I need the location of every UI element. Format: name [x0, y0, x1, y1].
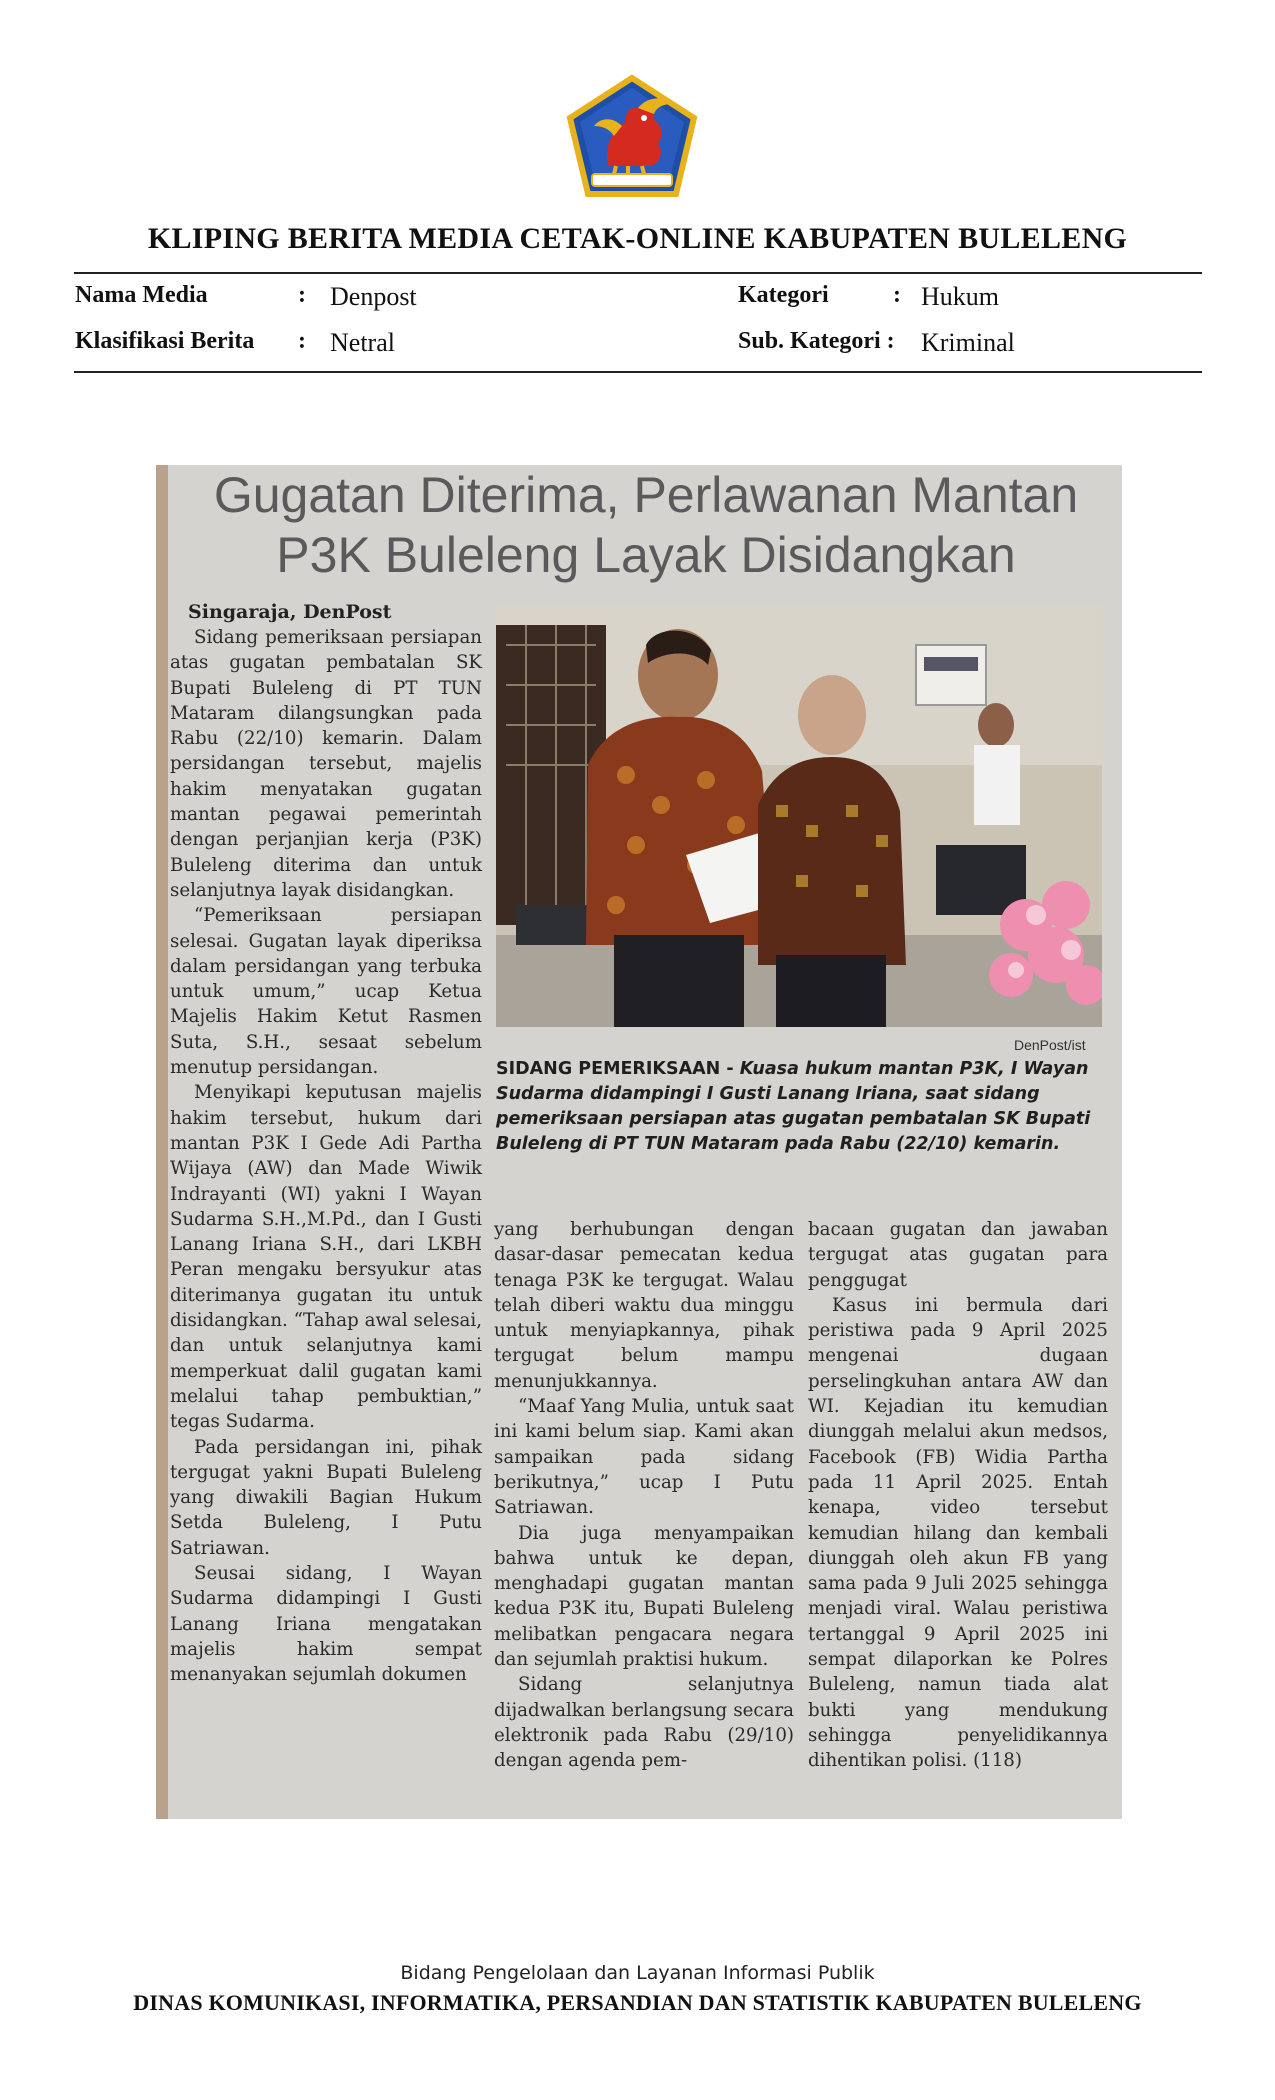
clipping-edge	[156, 465, 168, 1819]
dateline: Singaraja, DenPost	[188, 601, 392, 623]
col1-paragraph: “Pemeriksaan persiapan selesai. Gugatan layak diperiksa dalam persidangan yang terbuka untuk umum,” ucap Ketua Majelis Hakim Ketut Rasmen Suta, S.H., sesaat sebelum menutup persidangan.	[170, 905, 482, 1079]
col2-paragraph: Sidang selanjutnya dijadwalkan berlangsung secara elektronik pada Rabu (29/10) dengan agenda pem-	[494, 1674, 794, 1772]
klasifikasi-colon: :	[298, 328, 306, 354]
footer-agency-name: DINAS KOMUNIKASI, INFORMATIKA, PERSANDIAN DAN STATISTIK KABUPATEN BULELENG	[133, 1990, 1142, 2015]
article-column-2	[494, 1217, 794, 1774]
kategori-label: Kategori	[738, 282, 829, 308]
col1-paragraph: Pada persidangan ini, pihak tergugat yakni Bupati Buleleng yang diwakili Bagian Hukum Setda Buleleng, I Putu Satriawan.	[170, 1436, 482, 1559]
col3-paragraph: Kasus ini bermula dari peristiwa pada 9 April 2025 mengenai dugaan perselingkuhan antara AW dan WI. Kejadian itu kemudian diunggah melalui akun medsos, Facebook (FB) Widia Partha pada 11 April 2025. Entah kenapa, video tersebut kemudian hilang dan kembali diunggah oleh akun FB yang sama pada 9 Juli 2025 sehingga menjadi viral. Walau peristiwa tertanggal 9 April 2025 ini sempat dilaporkan ke Polres Buleleng, namun tiada alat bukti yang mendukung sehingga penyelidikannya dihentikan polisi. (118)	[808, 1294, 1108, 1772]
sub-kategori-label: Sub. Kategori :	[738, 328, 895, 354]
caption-body: Kuasa hukum mantan P3K, I Wayan Sudarma didampingi I Gusti Lanang Iriana, saat sidang pemeriksaan persiapan atas gugatan pembatalan SK Bupati Buleleng di PT TUN Mataram pada Rabu (22/10) kemarin.	[496, 1059, 1091, 1154]
header-top-divider	[74, 272, 1202, 274]
article-column-1	[170, 625, 482, 1687]
klasifikasi-label: Klasifikasi Berita	[75, 328, 255, 354]
headline-line-2: P3K Buleleng Layak Disidangkan	[276, 527, 1016, 583]
col1-paragraph: Seusai sidang, I Wayan Sudarma didampingi I Gusti Lanang Iriana mengatakan majelis hakim sempat menanyakan sejumlah dokumen	[170, 1562, 482, 1686]
article-photo	[496, 605, 1102, 1027]
col1-paragraph: Sidang pemeriksaan persiapan atas gugatan pembatalan SK Bupati Buleleng di PT TUN Mataram dilangsungkan pada Rabu (22/10) kemarin. Dalam persidangan tersebut, majelis hakim menyatakan gugatan mantan pegawai pemerintah dengan perjanjian kerja (P3K) Buleleng diterima dan untuk selanjutnya layak disidangkan.	[170, 627, 482, 901]
header-bottom-divider	[74, 371, 1202, 373]
klasifikasi-value: Netral	[330, 328, 395, 357]
col2-paragraph: Dia juga menyampaikan bahwa untuk ke depan, menghadapi gugatan mantan kedua P3K itu, Bupati Buleleng melibatkan pengacara negara dan sejumlah praktisi hukum.	[494, 1522, 794, 1671]
nama-media-colon: :	[298, 282, 306, 308]
kategori-colon: :	[893, 282, 901, 308]
footer-unit-name: Bidang Pengelolaan dan Layanan Informasi Publik	[400, 1962, 875, 1984]
page-title: KLIPING BERITA MEDIA CETAK-ONLINE KABUPATEN BULELENG	[147, 222, 1128, 255]
headline-line-1: Gugatan Diterima, Perlawanan Mantan	[213, 467, 1079, 523]
photo-caption	[496, 1057, 1106, 1157]
col1-paragraph: Menyikapi keputusan majelis hakim tersebut, hukum dari mantan P3K I Gede Adi Partha Wijaya (AW) dan Made Wiwik Indrayanti (WI) yakni I Wayan Sudarma S.H.,M.Pd., dan I Gusti Lanang Iriana S.H., dari LKBH Peran mengaku bersyukur atas diterimanya gugatan itu untuk disidangkan. “Tahap awal selesai, dan untuk selanjutnya kami memperkuat dalil gugatan kami melalui tahap pembuktian,” tegas Sudarma.	[170, 1082, 482, 1433]
caption-lead: SIDANG PEMERIKSAAN -	[496, 1059, 740, 1079]
nama-media-value: Denpost	[330, 282, 417, 311]
kategori-value: Hukum	[921, 282, 999, 311]
sub-kategori-value: Kriminal	[921, 328, 1015, 357]
col2-paragraph: “Maaf Yang Mulia, untuk saat ini kami belum siap. Kami akan sampaikan pada sidang berikutnya,” ucap I Putu Satriawan.	[494, 1396, 794, 1519]
nama-media-label: Nama Media	[75, 282, 208, 308]
col2-paragraph: yang berhubungan dengan dasar-dasar pemecatan kedua tenaga P3K ke tergugat. Walau telah diberi waktu dua minggu untuk menyiapkannya, pihak tergugat belum mampu menunjukkannya.	[494, 1219, 794, 1392]
article-column-3	[808, 1217, 1108, 1774]
col3-paragraph: bacaan gugatan dan jawaban tergugat atas gugatan para penggugat	[808, 1219, 1108, 1291]
buleleng-lion-emblem-icon	[564, 74, 700, 200]
newspaper-clipping	[156, 465, 1122, 1819]
photo-credit: DenPost/ist	[1014, 1037, 1086, 1053]
